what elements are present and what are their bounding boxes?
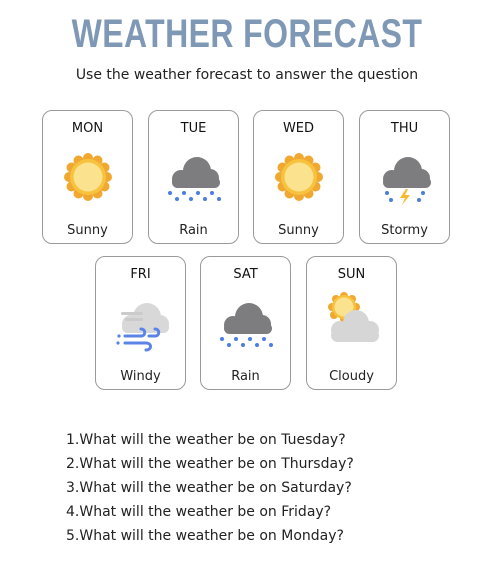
forecast-card-sat bbox=[200, 256, 291, 390]
question-text: What will the weather be on Saturday? bbox=[79, 480, 352, 496]
forecast-card-tue bbox=[148, 110, 239, 244]
forecast-card-wed bbox=[253, 110, 344, 244]
rain-cloud-icon bbox=[164, 145, 224, 209]
forecast-card-fri bbox=[95, 256, 186, 390]
card-day: MON bbox=[71, 121, 104, 136]
storm-cloud-icon bbox=[375, 145, 435, 209]
card-day: FRI bbox=[130, 267, 151, 282]
card-condition: Rain bbox=[179, 223, 208, 238]
partly-cloudy-icon bbox=[322, 291, 382, 355]
question-item bbox=[66, 476, 354, 500]
card-condition: Windy bbox=[120, 369, 161, 384]
wind-icon bbox=[111, 291, 171, 355]
card-day: TUE bbox=[180, 121, 207, 136]
card-day: THU bbox=[390, 121, 419, 136]
question-number: 4. bbox=[66, 504, 80, 520]
card-condition: Rain bbox=[231, 369, 260, 384]
card-condition: Sunny bbox=[278, 223, 319, 238]
forecast-card-sun bbox=[306, 256, 397, 390]
question-number: 1. bbox=[66, 432, 80, 448]
question-item bbox=[66, 500, 354, 524]
worksheet-title: WEATHER FORECAST bbox=[71, 12, 423, 56]
question-item bbox=[66, 452, 354, 476]
card-condition: Sunny bbox=[67, 223, 108, 238]
question-number: 5. bbox=[66, 528, 80, 544]
question-number: 2. bbox=[66, 456, 80, 472]
worksheet-subtitle: Use the weather forecast to answer the question bbox=[75, 67, 419, 83]
card-day: SAT bbox=[233, 267, 258, 282]
question-text: What will the weather be on Monday? bbox=[79, 528, 344, 544]
forecast-card-mon bbox=[42, 110, 133, 244]
card-day: WED bbox=[282, 121, 315, 136]
question-text: What will the weather be on Tuesday? bbox=[79, 432, 346, 448]
card-condition: Stormy bbox=[381, 223, 428, 238]
question-list bbox=[66, 428, 354, 548]
card-day: SUN bbox=[337, 267, 366, 282]
question-text: What will the weather be on Thursday? bbox=[79, 456, 354, 472]
question-item bbox=[66, 524, 354, 548]
card-condition: Cloudy bbox=[329, 369, 374, 384]
question-text: What will the weather be on Friday? bbox=[79, 504, 332, 520]
question-number: 3. bbox=[66, 480, 80, 496]
rain-cloud-icon bbox=[216, 291, 276, 355]
question-item bbox=[66, 428, 354, 452]
forecast-card-thu bbox=[359, 110, 450, 244]
sun-icon bbox=[58, 145, 118, 209]
sun-icon bbox=[269, 145, 329, 209]
